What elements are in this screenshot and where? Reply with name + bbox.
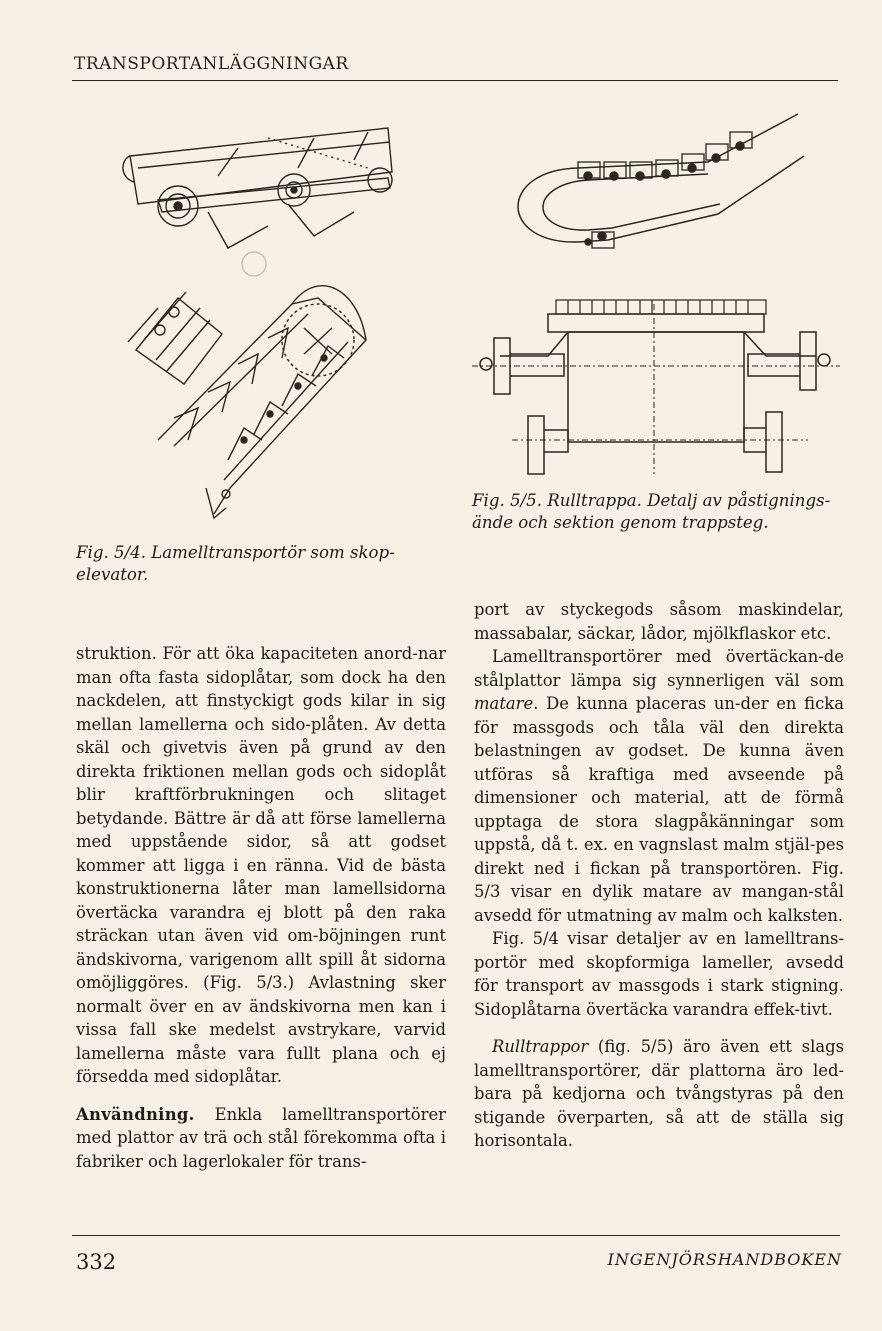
- figure-5-5-section-drawing: [468, 296, 844, 476]
- usage-text: Enkla lamelltransportörer med plattor av trä och stål förekomma ofta i fabriker och lagerlokaler för trans-: [76, 1104, 446, 1171]
- figure-5-5-caption: Fig. 5/5. Rulltrappa. Detalj av påstignings-ände och sektion genom trappsteg.: [472, 491, 831, 532]
- escalators-term: Rulltrappor: [492, 1037, 589, 1056]
- usage-keyword: Användning.: [76, 1104, 195, 1124]
- page-number: 332: [76, 1250, 117, 1274]
- paragraph-fig-5-4: Fig. 5/4 visar detaljer av en lamelltrans-portör med skopformiga lameller, avsedd för transport av massgods i stark stigning. Sidoplåtarna övertäcka varandra effek-tivt.: [474, 929, 844, 1019]
- paragraph-construction: struktion. För att öka kapaciteten anord-nar man ofta fasta sidoplåtar, som dock ha den nackdelen, att finstyckigt gods kilar in sig mellan lamellerna och sido-plåten. Av detta skäl och givetvis även på grund av den direkta friktionen mellan gods och sidoplåt blir kraftförbrukningen och slitaget betydande. Bättre är då att förse lamellerna med uppstående sidor, så att godset kommer att ligga i en ränna. Vid de bästa konstruktionerna låter man lamellsidorna övertäcka varandra ej blott på den raka sträckan utan även vid om-böjningen runt ändskivorna, varigenom allt spill åt sidorna omöjliggöres. (Fig. 5/3.) Avlastning sker normalt över en av ändskivorna men kan i vissa fall ske medelst avstrykare, varvid lamellerna måste vara fullt plana och ej försedda med sidoplåtar.: [76, 644, 446, 1086]
- running-head: TRANSPORTANLÄGGNINGAR: [74, 54, 349, 74]
- paragraph-feeders: [474, 645, 844, 927]
- figure-5-5-escalator-detail: [508, 104, 824, 262]
- escalators-text: (fig. 5/5) äro även ett slags lamelltransportörer, där plattorna äro led-bara på kedjorna och tvångstyras på den stigande överparten, så att de ställa sig horisontala.: [474, 1037, 844, 1150]
- book-title: INGENJÖRSHANDBOKEN: [607, 1250, 842, 1269]
- paragraph-usage: [76, 1103, 446, 1174]
- feeders-text-a: Lamelltransportörer med övertäckan-de stålplattor lämpa sig synnerligen väl som: [474, 647, 844, 690]
- paragraph-transport: port av styckegods såsom maskindelar, massabalar, säckar, lådor, mjölkflaskor etc.: [474, 600, 844, 643]
- figure-5-4-caption: Fig. 5/4. Lamelltransportör som skop-elevator.: [76, 543, 395, 584]
- feeders-text-b: . De kunna placeras un-der en ficka för massgods och tåla väl den direkta belastningen av godset. De kunna även utföras så kraftiga med avseende på dimensioner och material, att de förmå upptaga de stora slagpåkänningar som uppstå, då t. ex. en vagnslast malm stjäl-pes direkt ned i fickan på transportören. Fig. 5/3 visar en dylik matare av mangan-stål avsedd för utmatning av malm och kalksten.: [474, 694, 844, 925]
- figure-5-4-drawing: [118, 108, 400, 528]
- left-text-column: [76, 642, 446, 1173]
- feeders-term: matare: [474, 694, 534, 713]
- right-text-column: [474, 598, 844, 1153]
- header-rule: [72, 80, 838, 81]
- footer-rule: [72, 1235, 840, 1236]
- paragraph-escalators: [474, 1035, 844, 1153]
